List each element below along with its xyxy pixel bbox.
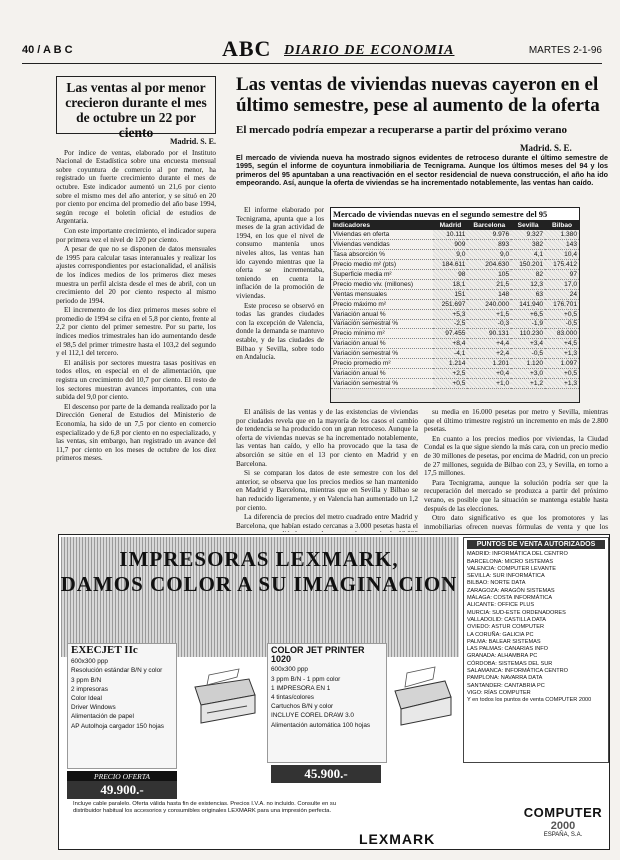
dealer-item: PAMPLONA: NAVARRA DATA: [467, 675, 543, 682]
column-header: Barcelona: [467, 221, 511, 230]
row-label-cell: Variación anual %: [331, 339, 433, 349]
value-cell: +4,5: [545, 339, 579, 349]
table-row: [331, 299, 579, 309]
spec-line: Driver Windows: [71, 704, 116, 712]
value-cell: +1,2: [511, 378, 545, 388]
spec-line: 4 tintas/colores: [271, 694, 314, 702]
row-label-cell: Variación anual %: [331, 309, 433, 319]
page-number: 40 / A B C: [22, 44, 73, 56]
value-cell: 893: [467, 240, 511, 250]
main-paragraph: Otro dato significativo es que los promotores y las inmobiliarias ofrecen nuevas fórmulas de venta y que los: [424, 514, 608, 531]
row-label-cell: Viviendas en oferta: [331, 230, 433, 240]
side-headline-box: [56, 76, 216, 140]
value-cell: 1.380: [545, 230, 579, 240]
dealer-item: ZARAGOZA: ARAGÓN SISTEMAS: [467, 587, 555, 594]
main-paragraph: En cuanto a los precios medios por viviendas, la Ciudad Condal es la que sigue siendo la más cara, con un precio medio de 30 millones de pesetas, por encima de Madrid, con un precio de 27 millones, seguida de Bilbao con 23, y Sevilla, en torno a 17,5 millones.: [424, 434, 608, 478]
main-paragraph: Para Tecnigrama, aunque la solución podría ser que la recuperación del mercado se produzca a partir del próximo verano, es posible que la situación se mantenga estable hasta después de las elecciones.: [424, 478, 608, 513]
spec-line: Cartuchos B/N y color: [271, 703, 334, 711]
column-header: Bilbao: [545, 221, 579, 230]
dealer-item: VIGO: RÍAS COMPUTER: [467, 689, 531, 696]
ad-headline: [59, 547, 459, 597]
side-paragraph: El análisis por sectores muestra tasas positivas en todos ellos, en especial en el de alimentación, que registra un crecimiento del 10,7 por ciento. El resto de los sectores muestran avances importantes, con una subida del 9,0 por ciento.: [56, 358, 216, 402]
execjet-price: 49.900.-: [67, 781, 177, 799]
value-cell: 63: [511, 289, 545, 299]
value-cell: +0,5: [545, 368, 579, 378]
spec-line: Resolución estándar B/N y color: [71, 667, 163, 675]
column-header: Indicadores: [331, 221, 433, 230]
value-cell: 909: [433, 240, 467, 250]
main-paragraph: El informe elaborado por Tecnigrama, apunta que a los meses de la gran actividad de 1994, en los que el nivel de consumo mantenía unos niveles altos, las ventas han ido cayendo mientras que la oferta se incrementaba, teniendo en cuenta la inflación de la promoción de viviendas.: [236, 206, 324, 300]
spec-line: 1 IMPRESORA EN 1: [271, 684, 331, 692]
price-offer-label: PRECIO OFERTA: [67, 771, 177, 782]
value-cell: 148: [467, 289, 511, 299]
main-paragraph: su media en 16.000 pesetas por metro y Sevilla, mientras que el último trimestre registró un incremento en más de 2.800 pesetas.: [424, 408, 608, 434]
table-row: [331, 319, 579, 329]
value-cell: 1.214: [433, 359, 467, 369]
dealer-item: VALENCIA: COMPUTER LEVANTE: [467, 565, 556, 572]
row-label-cell: Precio mínimo m²: [331, 329, 433, 339]
table-row: [331, 309, 579, 319]
newspaper-logo: ABC: [222, 36, 272, 61]
main-column-2: [236, 408, 418, 532]
value-cell: 143: [545, 240, 579, 250]
value-cell: 90.131: [467, 329, 511, 339]
spec-line: 600x300 ppp: [71, 658, 108, 666]
table-row: [331, 339, 579, 349]
value-cell: 9.327: [511, 230, 545, 240]
computer-logo-number: 2000: [550, 820, 576, 832]
value-cell: +1,3: [545, 378, 579, 388]
main-lead: El mercado de vivienda nueva ha mostrado signos evidentes de retroceso durante el último semestre de 1995, según el informe de coyuntura inmobiliaria de Tecnigrama. Aunque los últimos meses del 94 y los primeros del 95 apuntaban a una reactivación en el sector residencial de nueva construcción, el año ha ido empeorando. Así, aunque la oferta de viviendas se ha incrementado notablemente, las ventas han caído.: [236, 153, 608, 188]
dealer-item: BILBAO: NORTE DATA: [467, 580, 526, 587]
dealer-item: PALMA: BALEAR SISTEMAS: [467, 638, 541, 645]
value-cell: 4,1: [511, 250, 545, 260]
dealer-item: SEVILLA: SUR INFORMÁTICA: [467, 573, 545, 580]
dealer-item: ALICANTE: OFFICE PLUS: [467, 602, 535, 609]
side-paragraph: Por índice de ventas, elaborado por el Instituto Nacional de Estadística sobre una encuesta mensual sobre coyuntura de comercio al por menor, ha registrado un fuerte crecimiento durante el mes de octubre. Este indicador aumentó un 21,6 por ciento sobre el mismo mes del año anterior, y se situó en 20 por ciento por encima del promedio del año base 1994, según recoge el boletín oficial de estudios de Argentaria.: [56, 148, 216, 226]
value-cell: +1,3: [545, 349, 579, 359]
table-row: [331, 359, 579, 369]
value-cell: 9.976: [467, 230, 511, 240]
value-cell: 251.697: [433, 299, 467, 309]
value-cell: 382: [511, 240, 545, 250]
side-paragraph: El incremento de los diez primeros meses sobre el promedio de 1994 se cifra en el 5,8 por ciento, frente al 2,2 por ciento del primer semestre. Por su parte, los índices medios trimestrales han ido aumentando desde el 98,5 del primer trimestre hasta el 103,2 del segundo y el 112,1 del tercero.: [56, 306, 216, 358]
printer-illustration-icon: [187, 665, 259, 727]
lexmark-advert: [58, 534, 610, 850]
table-row: [331, 289, 579, 299]
value-cell: 176.701: [545, 299, 579, 309]
table-row: [331, 378, 579, 388]
main-byline: Madrid. S. E.: [520, 143, 572, 153]
main-paragraph: La diferencia de precios del metro cuadrado entre Madrid y Barcelona, que habían estado cercanas a 3.000 pesetas hasta el: [236, 513, 418, 530]
dealer-item: MÁLAGA: COSTA INFORMÁTICA: [467, 595, 553, 602]
value-cell: 10,4: [545, 250, 579, 260]
value-cell: +8,4: [433, 339, 467, 349]
table-body: [331, 230, 579, 388]
value-cell: 1.201: [467, 359, 511, 369]
main-subtitle: El mercado podría empezar a recuperarse a partir del próximo verano: [236, 124, 567, 136]
value-cell: 82: [511, 270, 545, 280]
value-cell: +0,5: [433, 378, 467, 388]
value-cell: 12,3: [511, 279, 545, 289]
table-title: Mercado de viviendas nuevas en el segundo semestre del 95: [331, 208, 579, 221]
dealer-item: BARCELONA: MICRO SISTEMAS: [467, 558, 554, 565]
value-cell: -0,5: [511, 349, 545, 359]
section-title: DIARIO DE ECONOMIA: [284, 43, 455, 58]
dealer-item: MADRID: INFORMÁTICA DEL CENTRO: [467, 551, 568, 558]
value-cell: -4,1: [433, 349, 467, 359]
value-cell: +5,3: [433, 309, 467, 319]
spec-line: 2 impresoras: [71, 685, 108, 693]
value-cell: 83.000: [545, 329, 579, 339]
row-label-cell: Ventas mensuales: [331, 289, 433, 299]
table-row: [331, 349, 579, 359]
colorjet-spec-box: [267, 643, 387, 763]
side-paragraph: El descenso por parte de la demanda realizado por la Dirección General de Estudios del Ministerio de Economía, ha sido de un 7,5 por ciento en comercio especializado y de 6,8 por ciento en no especializado, y las ventas, sin embargo, han registrado un avance del 11,7 por ciento en los meses de octubre de los diez primeros meses.: [56, 402, 216, 463]
row-label-cell: Precio medio viv. (millones): [331, 279, 433, 289]
value-cell: -0,5: [545, 319, 579, 329]
value-cell: 204.630: [467, 260, 511, 270]
spec-line: Alimentación automática 100 hojas: [271, 721, 371, 729]
value-cell: +4,4: [467, 339, 511, 349]
table-row: [331, 270, 579, 280]
side-paragraph: Con este importante crecimiento, el indicador supera por primera vez el nivel de 120 por ciento.: [56, 226, 216, 244]
main-paragraph: Este proceso se observó en todas las grandes ciudades con la excepción de Valencia, donde la demanda se mantuvo estable, y de las ciudades de Bilbao y Sevilla, sobre todo en Andalucía.: [236, 301, 324, 362]
value-cell: 110.230: [511, 329, 545, 339]
value-cell: +2,4: [467, 349, 511, 359]
dealer-item: Y en todos los puntos de venta COMPUTER 2000: [467, 697, 592, 704]
table-row: [331, 329, 579, 339]
row-label-cell: Superficie media m²: [331, 270, 433, 280]
value-cell: 151: [433, 289, 467, 299]
row-label-cell: Variación semestral %: [331, 378, 433, 388]
computer-logo-company: ESPAÑA, S.A.: [543, 832, 583, 838]
table-header-row: [331, 221, 579, 230]
value-cell: 97: [545, 270, 579, 280]
row-label-cell: Precio promedio m²: [331, 359, 433, 369]
row-label-cell: Variación semestral %: [331, 349, 433, 359]
value-cell: 150.201: [511, 260, 545, 270]
value-cell: -0,3: [467, 319, 511, 329]
value-cell: +1,5: [467, 309, 511, 319]
spec-line: Alimentación de papel: [71, 713, 134, 721]
side-headline: Las ventas al por menor crecieron durante el mes de octubre un 22 por ciento: [65, 80, 207, 140]
issue-date: MARTES 2-1-96: [528, 45, 602, 56]
housing-market-table: [330, 207, 580, 403]
value-cell: -1,9: [511, 319, 545, 329]
value-cell: +3,4: [511, 339, 545, 349]
ad-headline-line: DAMOS COLOR A SU IMAGINACION: [60, 572, 458, 596]
table-row: [331, 260, 579, 270]
table-row: [331, 368, 579, 378]
value-cell: +0,4: [467, 368, 511, 378]
main-headline: Las ventas de viviendas nuevas cayeron en el último semestre, pese al aumento de la oferta: [236, 74, 600, 116]
value-cell: 9,0: [433, 250, 467, 260]
spec-line: 600x300 ppp: [271, 666, 308, 674]
execjet-title: EXECJET IIc: [71, 644, 138, 656]
value-cell: 175.412: [545, 260, 579, 270]
value-cell: 21,5: [467, 279, 511, 289]
dealer-item: LAS PALMAS: CANARIAS INFO: [467, 646, 549, 653]
table-row: [331, 279, 579, 289]
row-label-cell: Tasa absorción %: [331, 250, 433, 260]
row-label-cell: Variación semestral %: [331, 319, 433, 329]
dealer-item: OVIEDO: ASTUR COMPUTER: [467, 624, 545, 631]
main-column-3: [424, 408, 608, 532]
row-label-cell: Precio medio m² (pts): [331, 260, 433, 270]
main-column-1: [236, 206, 324, 406]
value-cell: 24: [545, 289, 579, 299]
table-row: [331, 250, 579, 260]
row-label-cell: Precio máximo m²: [331, 299, 433, 309]
value-cell: 98: [433, 270, 467, 280]
execjet-spec-box: [67, 643, 177, 769]
data-table: [331, 221, 579, 389]
value-cell: 10.111: [433, 230, 467, 240]
dealer-item: MURCIA: SUD-ESTE ORDENADORES: [467, 609, 566, 616]
spec-line: AP Autolhoja cargador 150 hojas: [71, 722, 164, 730]
value-cell: 9,0: [467, 250, 511, 260]
dealer-item: GRANADA: ALHAMBRA PC: [467, 653, 538, 660]
page-header: [22, 36, 602, 64]
value-cell: 105: [467, 270, 511, 280]
column-header: Sevilla: [511, 221, 545, 230]
dealer-item: SANTANDER: CANTABRIA PC: [467, 682, 545, 689]
value-cell: -2,5: [433, 319, 467, 329]
computer-logo-text: COMPUTER: [523, 805, 603, 820]
ad-small-print: Incluye cable paralelo. Oferta válida hasta fin de existencias. Precios I.V.A. no incluido. Consulte en su distribuidor habitual los accesorios y consumibles originales LEXMARK para una impresión perfecta.: [73, 801, 337, 815]
column-header: Madrid: [433, 221, 467, 230]
value-cell: +1,0: [467, 378, 511, 388]
spec-line: 3 ppm B/N - 1 ppm color: [271, 675, 341, 683]
colorjet-price: 45.900.-: [271, 765, 381, 783]
value-cell: 240.000: [467, 299, 511, 309]
dealer-list-box: [463, 537, 609, 763]
colorjet-title: COLOR JET PRINTER 1020: [271, 645, 365, 665]
value-cell: +2,5: [433, 368, 467, 378]
value-cell: 1.120: [511, 359, 545, 369]
value-cell: 184.611: [433, 260, 467, 270]
dealer-list-title: PUNTOS DE VENTA AUTORIZADOS: [467, 540, 605, 549]
value-cell: 97.455: [433, 329, 467, 339]
spec-line: Color Ideal: [71, 695, 102, 703]
value-cell: 141.940: [511, 299, 545, 309]
dealer-list: [467, 551, 605, 704]
color-printer-illustration-icon: [389, 665, 455, 727]
main-paragraph: El análisis de las ventas y de las existencias de viviendas por ciudades revela que en la mayoría de los casos el cambio de tendencia se ha producido con un gran retroceso. Aunque la oferta de viviendas nuevas se ha incrementado notablemente, las ventas han caído, y ello ha provocado que la tasa de absorción se sitúe en el 13 por ciento en Madrid y en Barcelona.: [236, 408, 418, 468]
value-cell: 18,1: [433, 279, 467, 289]
value-cell: +3,0: [511, 368, 545, 378]
value-cell: +6,5: [511, 309, 545, 319]
value-cell: 17,0: [545, 279, 579, 289]
side-paragraph: A pesar de que no se disponen de datos mensuales de 1995 para calcular tasas interanuales y realizar los ajustes correspondientes por estacionalidad, el análisis de los índices medios de los primeros diez meses muestra un perfil alcista desde el mes de abril, con un crecimiento del 20 por ciento respecto al mismo periodo de 1994.: [56, 245, 216, 305]
value-cell: 1.097: [545, 359, 579, 369]
dealer-item: LA CORUÑA: GALICIA PC: [467, 631, 534, 638]
computer-2000-logo: [519, 805, 607, 838]
side-byline: Madrid. S. E.: [169, 138, 216, 146]
dealer-item: SALAMANCA: INFORMÁTICA CENTRO: [467, 668, 569, 675]
dealer-item: CÓRDOBA: SISTEMAS DEL SUR: [467, 660, 553, 667]
spec-line: INCLUYE COREL DRAW 3.0: [271, 712, 354, 720]
dealer-item: VALLADOLID: CASTILLA DATA: [467, 616, 546, 623]
row-label-cell: Viviendas vendidas: [331, 240, 433, 250]
table-row: [331, 230, 579, 240]
main-paragraph: Si se comparan los datos de este semestre con los del anterior, se observa que los precios medios se han mantenido en Madrid y Barcelona, mientras que en Sevilla y Bilbao se han reducido ligeramente, y en Valencia han aumentado un 1,2 por ciento.: [236, 469, 418, 512]
table-row: [331, 240, 579, 250]
spec-line: 3 ppm B/N: [71, 676, 102, 684]
ad-headline-line: IMPRESORAS LEXMARK,: [119, 547, 399, 571]
row-label-cell: Variación anual %: [331, 368, 433, 378]
value-cell: +0,5: [545, 309, 579, 319]
lexmark-brand-logo: LEXMARK: [359, 831, 436, 847]
